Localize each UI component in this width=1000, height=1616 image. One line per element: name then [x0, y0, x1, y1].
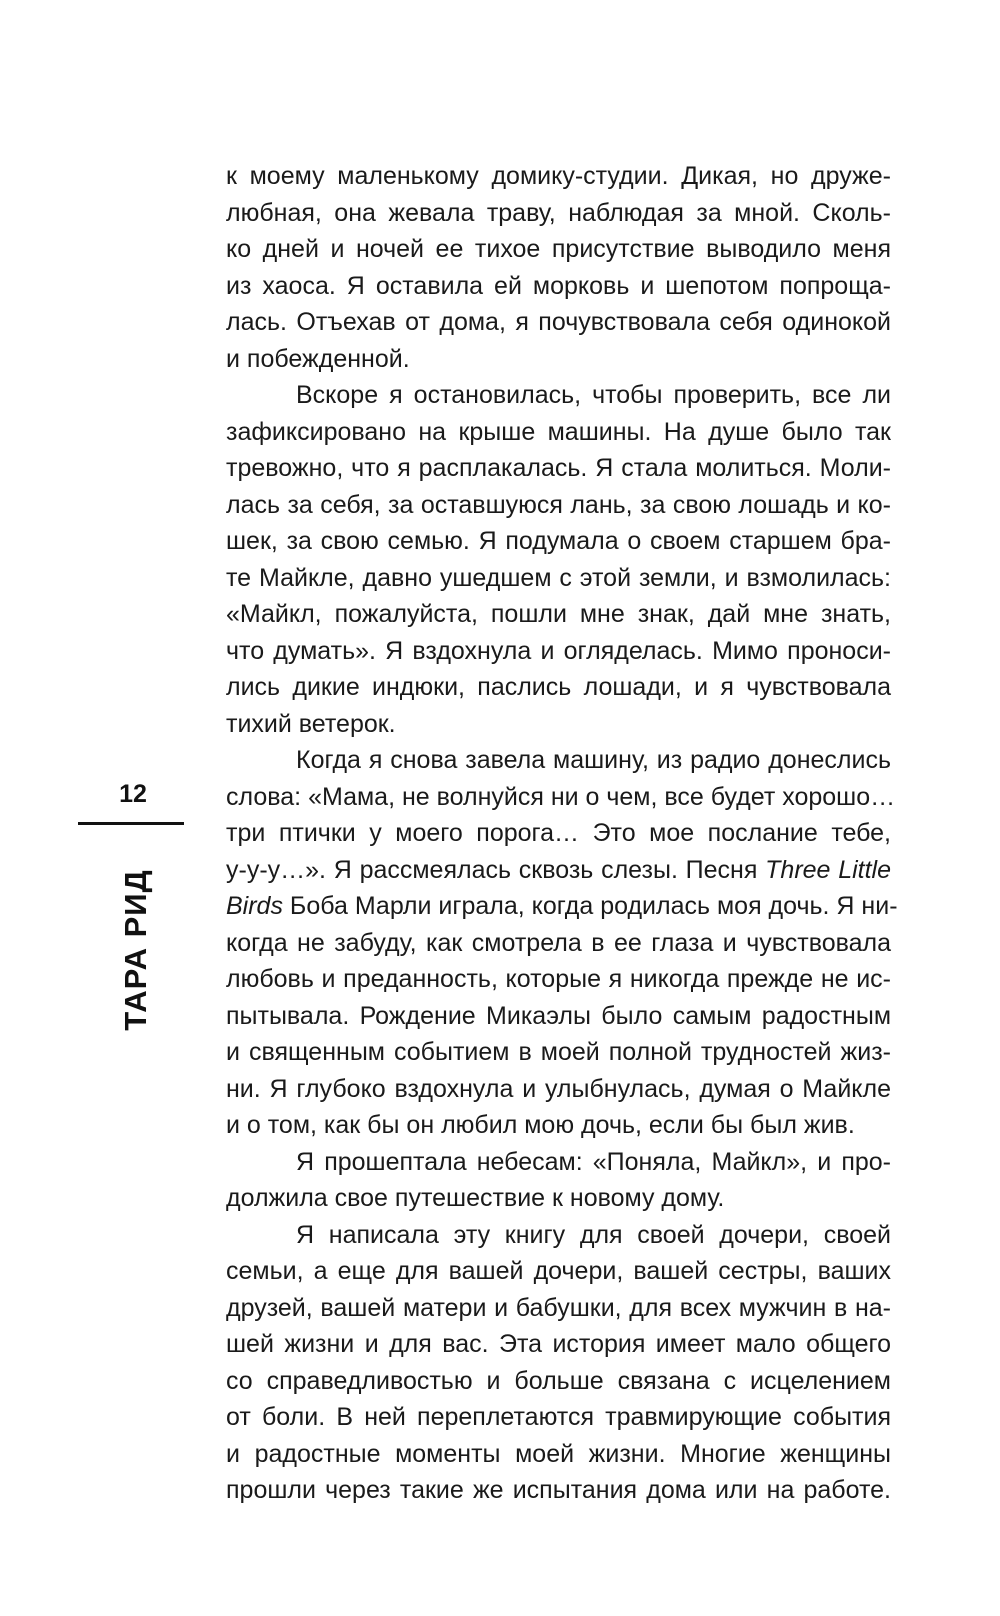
text-line: любовь и преданность, которые я никогда прежде не ис- [226, 965, 891, 993]
text-line: ко дней и ночей ее тихое присутствие выводило меня [226, 235, 891, 263]
text-line: должила свое путешествие к новому дому. [226, 1184, 725, 1212]
text-line: лись дикие индюки, паслись лошади, и я чувствовала [226, 673, 891, 701]
song-title: Three Little [765, 855, 892, 884]
text-line: ни. Я глубоко вздохнула и улыбнулась, думая о Майкле [226, 1074, 891, 1103]
body-text [226, 158, 898, 1509]
text-segment: Боба Марли играла, когда родилась моя дочь. Я ни- [282, 892, 898, 920]
text-line: лась. Отъехав от дома, я почувствовала себя одинокой [226, 308, 891, 336]
text-line: прошли через такие же испытания дома или на работе. [226, 1476, 891, 1504]
text-line: шек, за свою семью. Я подумала о своем старшем бра- [226, 527, 891, 555]
divider-rule [78, 822, 184, 825]
song-title: Birds [226, 892, 283, 920]
text-line: тихий ветерок. [226, 709, 396, 738]
text-line: три птички у моего порога… Это мое послание тебе, [226, 819, 891, 847]
text-segment: у-у-у…». Я рассмеялась сквозь слезы. Песня [226, 855, 766, 884]
text-line: и о том, как бы он любил мою дочь, если бы был жив. [226, 1111, 855, 1139]
text-line: любная, она жевала траву, наблюдая за мной. Сколь- [226, 198, 891, 227]
text-line: и священным событием в моей полной трудностей жиз- [226, 1038, 891, 1066]
text-line-with-song-title [226, 852, 891, 889]
text-line: и радостные моменты моей жизни. Многие женщины [226, 1439, 891, 1468]
text-line: шей жизни и для вас. Эта история имеет мало общего [226, 1330, 891, 1358]
text-line: Вскоре я остановилась, чтобы проверить, все ли [296, 381, 891, 409]
text-line: пытывала. Рождение Микаэлы было самым радостным [226, 1001, 891, 1030]
text-line: что думать». Я вздохнула и огляделась. Мимо проноси- [226, 636, 891, 665]
text-line: из хаоса. Я оставила ей морковь и шепотом попроща- [226, 271, 891, 300]
text-line: те Майкле, давно ушедшем с этой земли, и взмолилась: [226, 563, 891, 592]
text-line: тревожно, что я расплакалась. Я стала молиться. Моли- [226, 454, 891, 482]
text-line: семьи, а еще для вашей дочери, вашей сестры, ваших [226, 1257, 891, 1285]
text-line: «Майкл, пожалуйста, пошли мне знак, дай мне знать, [226, 600, 891, 628]
text-line-with-song-title [226, 888, 898, 925]
text-line: и побежденной. [226, 344, 410, 373]
text-line: зафиксировано на крыше машины. На душе было так [226, 417, 891, 446]
text-line: к моему маленькому домику-студии. Дикая, но друже- [226, 162, 891, 190]
text-line: Когда я снова завела машину, из радио донеслись [296, 746, 891, 774]
text-line: лась за себя, за оставшуюся лань, за свою лошадь и ко- [226, 490, 891, 519]
text-line: от боли. В ней переплетаются травмирующие события [226, 1403, 891, 1431]
text-line: Я написала эту книгу для своей дочери, своей [296, 1220, 891, 1249]
text-line: когда не забуду, как смотрела в ее глаза и чувствовала [226, 928, 891, 957]
text-line: слова: «Мама, не волнуйся ни о чем, все будет хорошо… [226, 782, 896, 811]
text-line: со справедливостью и больше связана с исцелением [226, 1366, 891, 1395]
text-line: друзей, вашей матери и бабушки, для всех мужчин в на- [226, 1293, 891, 1322]
page-number: 12 [119, 780, 147, 808]
running-head-author: ТАРА РИД [118, 869, 153, 1031]
text-line: Я прошептала небесам: «Поняла, Майкл», и про- [296, 1147, 891, 1176]
